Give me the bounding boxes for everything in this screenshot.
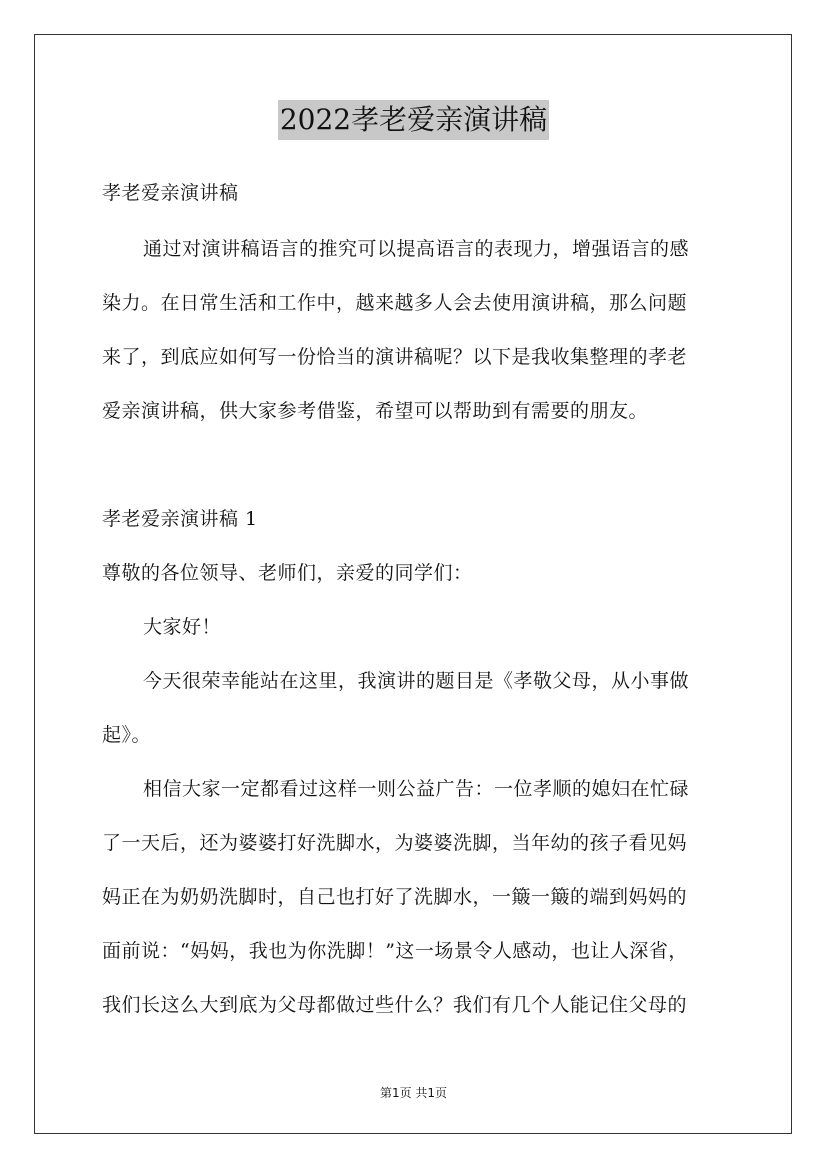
paragraph-line: 相信大家一定都看过这样一则公益广告：一位孝顺的媳妇在忙碌: [143, 778, 690, 800]
intro-line: 爱亲演讲稿，供大家参考借鉴，希望可以帮助到有需要的朋友。: [102, 400, 649, 422]
page-footer: 第1页 共1页: [379, 1086, 448, 1100]
salutation: 尊敬的各位领导、老师们，亲爱的同学们：: [102, 562, 473, 584]
paragraph-line: 起》。: [102, 724, 152, 746]
paragraph-line: 妈正在为奶奶洗脚时，自己也打好了洗脚水，一簸一簸的端到妈妈的: [102, 886, 688, 908]
paragraph-line: 面前说：“妈妈，我也为你洗脚！”这一场景令人感动，也让人深省，: [102, 940, 688, 962]
intro-line: 来了，到底应如何写一份恰当的演讲稿呢？以下是我收集整理的孝老: [102, 346, 688, 368]
paragraph-line: 了一天后，还为婆婆打好洗脚水，为婆婆洗脚，当年幼的孩子看见妈: [102, 832, 688, 854]
section-heading: 孝老爱亲演讲稿 1: [102, 508, 258, 530]
paragraph-line: 今天很荣幸能站在这里，我演讲的题目是《孝敬父母，从小事做: [143, 670, 690, 692]
intro-line: 染力。在日常生活和工作中，越来越多人会去使用演讲稿，那么问题: [102, 292, 688, 314]
document-title: 2022孝老爱亲演讲稿: [278, 100, 549, 140]
greeting: 大家好！: [143, 616, 222, 638]
document-subtitle: 孝老爱亲演讲稿: [102, 182, 239, 204]
title-container: [0, 100, 827, 140]
paragraph-line: 我们长这么大到底为父母都做过些什么？我们有几个人能记住父母的: [102, 994, 688, 1016]
intro-line: 通过对演讲稿语言的推究可以提高语言的表现力，增强语言的感: [143, 238, 690, 260]
